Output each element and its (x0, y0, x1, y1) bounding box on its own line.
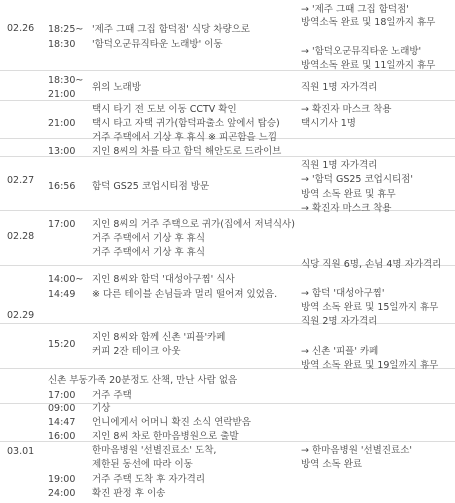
note-text: → 확진자 마스크 착용 (301, 203, 392, 214)
note-text: → '함덕오군뮤직타운 노래방' (301, 46, 422, 57)
date-label: 02.27 (7, 175, 35, 186)
activity-text: 거주 주택에서 기상 후 휴식 (92, 233, 206, 244)
activity-text: 거주 주택에서 기상 후 휴식 (92, 247, 206, 258)
activity-text: 기상 (92, 403, 111, 414)
activity-text: 거주 주택 (92, 390, 132, 401)
activity-text: 신촌 부동가족 20분정도 산책, 만난 사람 없음 (48, 375, 238, 386)
time-label: 17:00 (48, 219, 76, 230)
time-label: 18:25~ (48, 24, 84, 35)
time-label: 21:00 (48, 118, 76, 129)
activity-text: 지인 8씨의 거주 주택으로 귀가(집에서 저녁식사) (92, 219, 295, 230)
time-label: 13:00 (48, 146, 76, 157)
date-label: 02.28 (7, 231, 35, 242)
activity-text: 지인 8씨 차로 한마음병원으로 출발 (92, 431, 239, 442)
time-label: 16:56 (48, 181, 76, 192)
activity-text: 함덕 GS25 코업시티점 방문 (92, 181, 210, 192)
note-text: 식당 직원 6명, 손님 4명 자가격리 (301, 259, 442, 270)
note-text: 방역 소독 완료 및 휴무 (301, 189, 396, 200)
activity-text: ※ 다른 테이블 손님들과 멀리 떨어져 있었음. (92, 289, 278, 300)
activity-text: 커피 2잔 테이크 아웃 (92, 346, 181, 357)
time-label: 15:20 (48, 339, 76, 350)
note-text: → 신촌 '피플' 카페 (301, 346, 379, 357)
activity-text: 거주 주택에서 기상 후 휴식 ※ 피곤함을 느낌 (92, 132, 278, 143)
row-divider (0, 323, 455, 324)
activity-text: 택시 타고 자택 귀가(함덕파출소 앞에서 탑승) (92, 118, 280, 129)
date-label: 02.29 (7, 310, 35, 321)
activity-text: 위의 노래방 (92, 82, 141, 93)
activity-text: 지인 8씨의 차를 타고 함덕 해안도로 드라이브 (92, 146, 282, 157)
note-text: → 함덕 '대성아구찜' (301, 288, 385, 299)
activity-text: 언니에게서 어머니 확진 소식 연락받음 (92, 417, 251, 428)
note-text: 방역 소독 완료 (301, 459, 363, 470)
time-label: 14:47 (48, 417, 76, 428)
activity-text: '함덕오군뮤직타운 노래방' 이동 (92, 39, 223, 50)
time-label: 24:00 (48, 488, 76, 499)
note-text: → 한마음병원 '선별진료소' (301, 445, 412, 456)
activity-text: 제한된 동선에 따라 이동 (92, 459, 193, 470)
note-text: → 확진자 마스크 착용 (301, 104, 392, 115)
note-text: 직원 2명 자가격리 (301, 316, 378, 327)
activity-text: 한마음병원 '선별진료소' 도착, (92, 445, 217, 456)
time-label: 21:00 (48, 89, 76, 100)
activity-text: 확진 판정 후 이송 (92, 488, 166, 499)
note-text: → '제주 그때 그집 함덕점' (301, 4, 409, 15)
date-label: 02.26 (7, 23, 35, 34)
time-label: 09:00 (48, 403, 76, 414)
time-label: 17:00 (48, 390, 76, 401)
time-label: 18:30~ (48, 75, 84, 86)
note-text: 직원 1명 자가격리 (301, 160, 378, 171)
time-label: 14:00~ (48, 274, 84, 285)
note-text: 방역소독 완료 및 11일까지 휴무 (301, 60, 436, 71)
activity-text: '제주 그때 그집 함덕점' 식당 차량으로 (92, 24, 250, 35)
activity-text: 지인 8씨와 함덕 '대성아구찜' 식사 (92, 274, 235, 285)
note-text: 택시기사 1명 (301, 118, 356, 129)
time-label: 18:30 (48, 39, 76, 50)
date-label: 03.01 (7, 446, 35, 457)
activity-text: 지인 8씨와 함께 신촌 '피플'카페 (92, 332, 226, 343)
note-text: 방역소독 완료 및 18일까지 휴무 (301, 17, 436, 28)
note-text: → '함덕 GS25 코업시티점' (301, 174, 413, 185)
time-label: 14:49 (48, 289, 76, 300)
activity-text: 거주 주택 도착 후 자가격리 (92, 474, 206, 485)
note-text: 직원 1명 자가격리 (301, 82, 378, 93)
note-text: 방역 소독 완료 및 15일까지 휴무 (301, 302, 439, 313)
activity-text: 택시 타기 전 도보 이동 CCTV 확인 (92, 104, 237, 115)
time-label: 16:00 (48, 431, 76, 442)
note-text: 방역 소독 완료 및 19일까지 휴무 (301, 360, 439, 371)
time-label: 19:00 (48, 474, 76, 485)
